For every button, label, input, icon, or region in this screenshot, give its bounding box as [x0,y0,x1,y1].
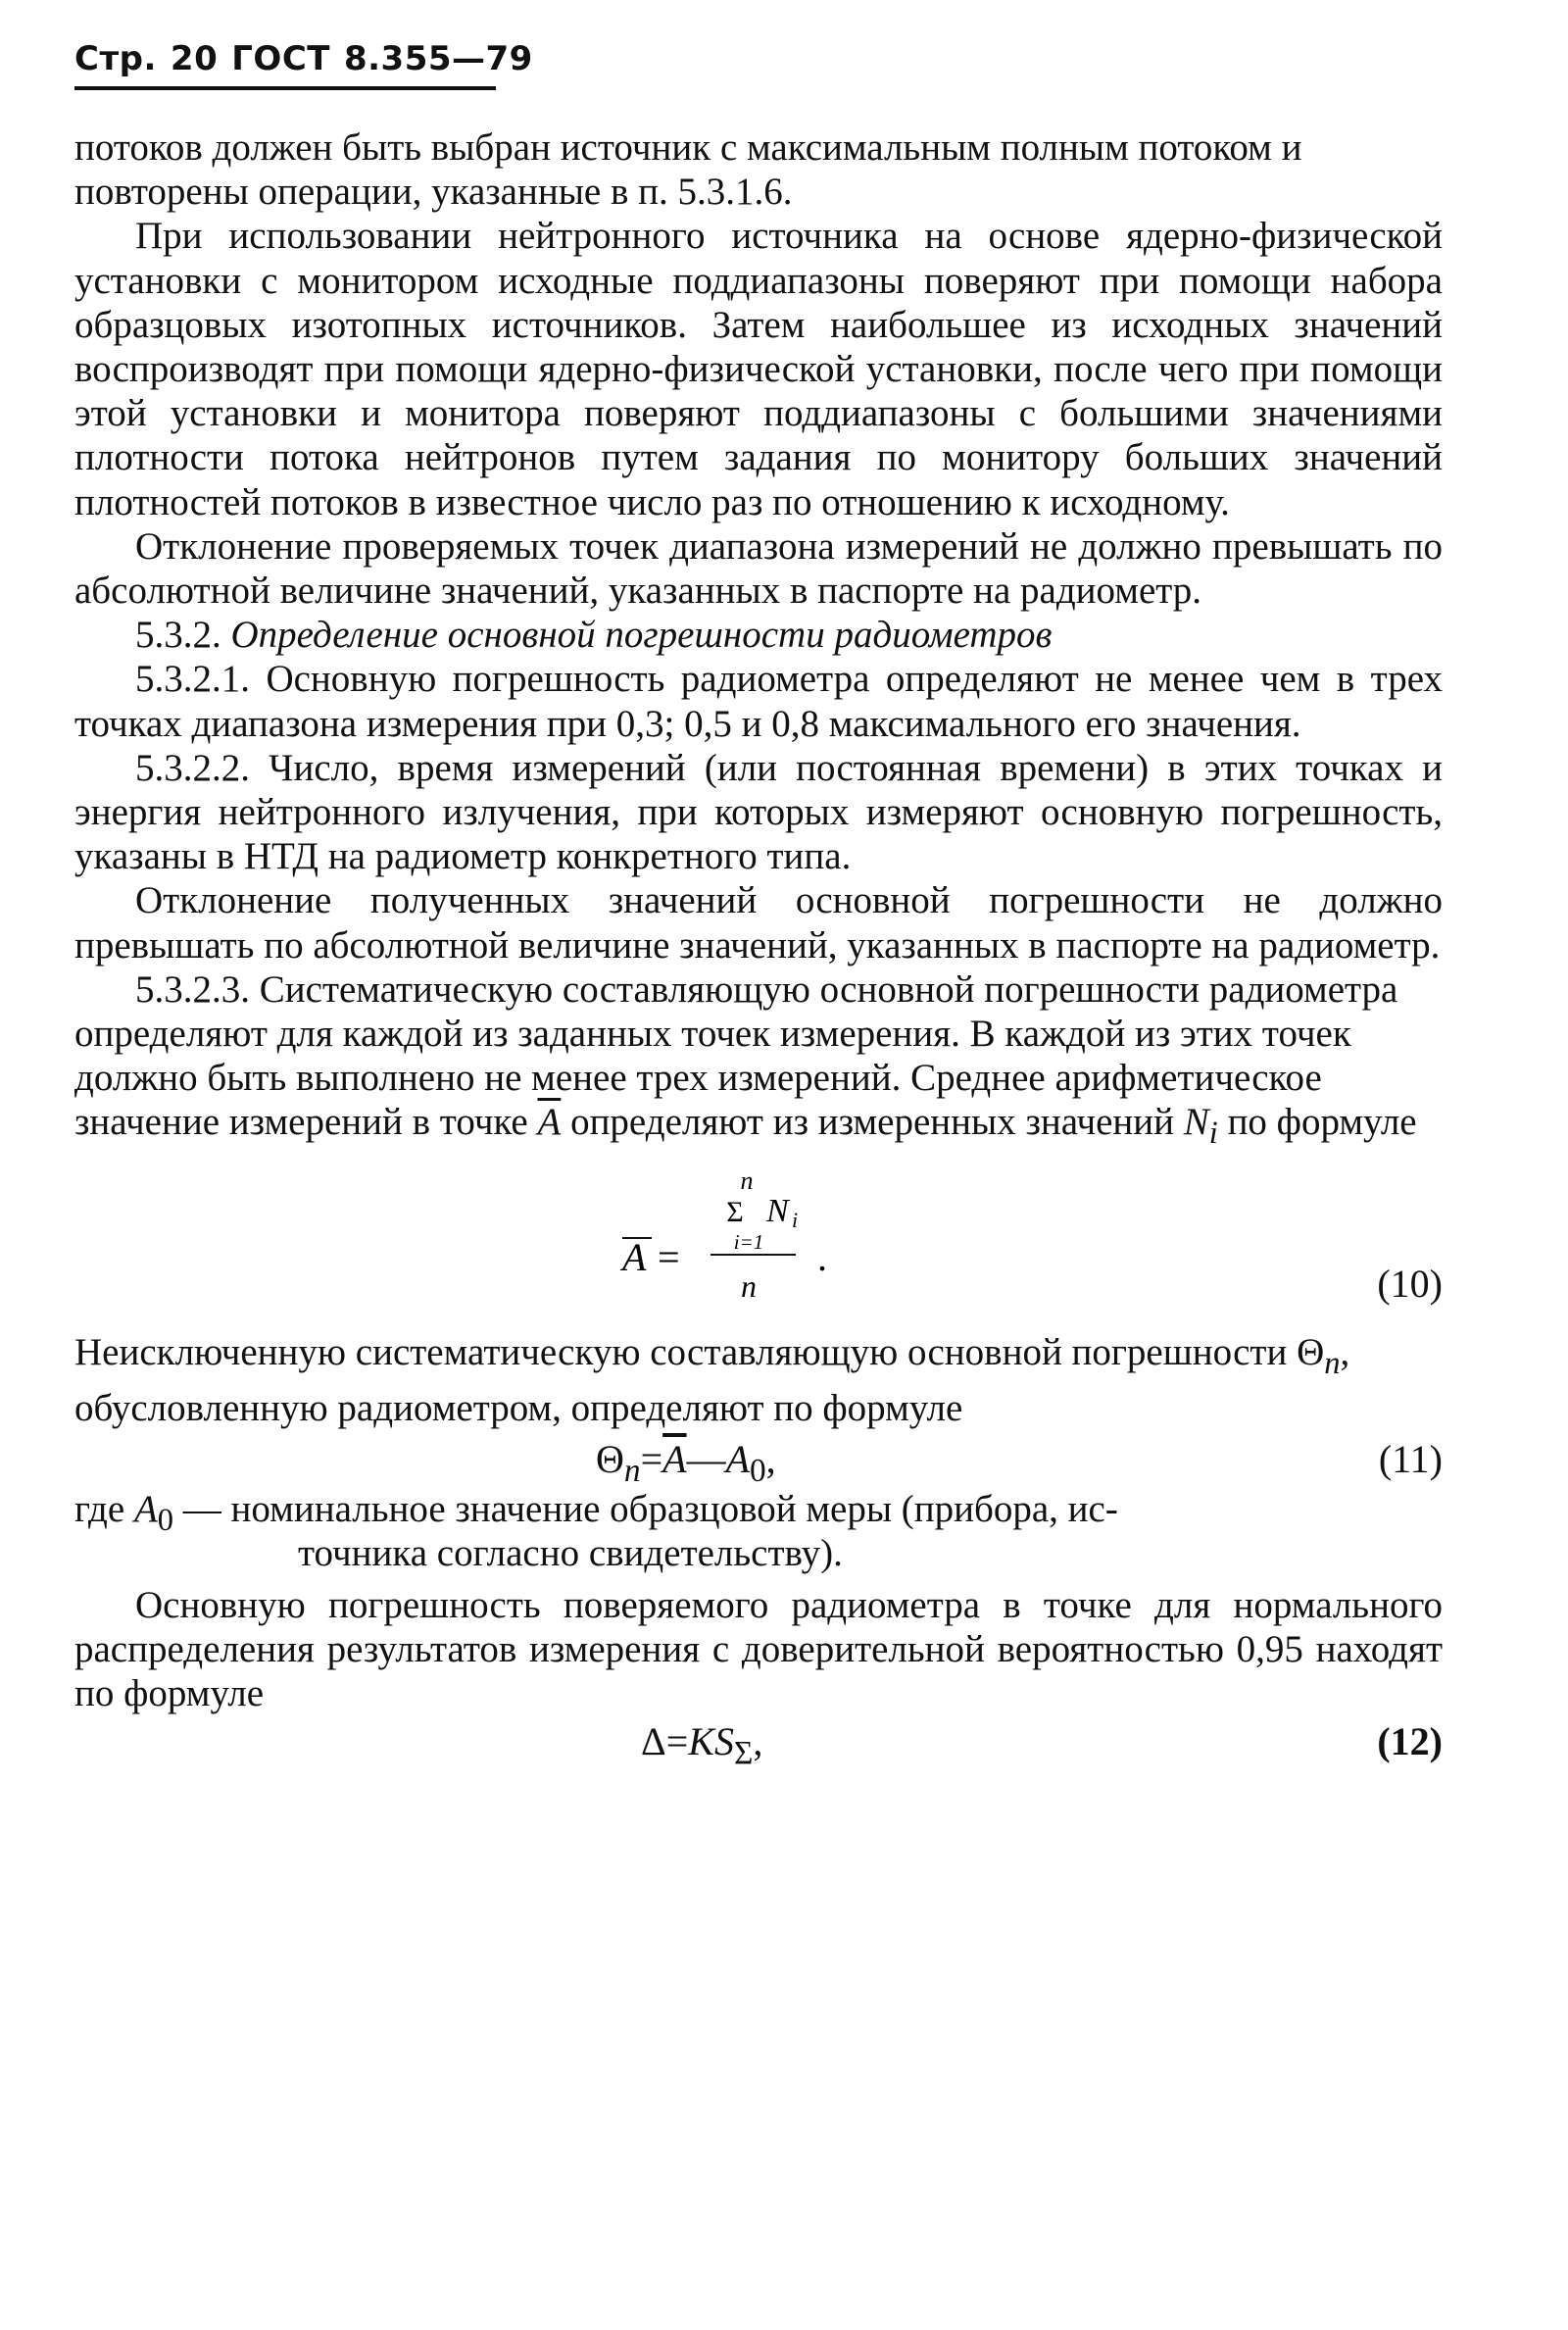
paragraph-10: Основную погрешность поверяемого радиометра в точке для нормального распределения результатов измерения с доверительной вероятностью 0,95 находят по формуле [74,1583,1443,1715]
symbol-theta-n [1297,1331,1341,1382]
formula-10-lhs: A [622,1235,647,1280]
body-text [74,125,1443,1772]
symbol-theta: Θ [1297,1331,1325,1374]
page-number: 20 [170,39,219,78]
formula-11-number: (11) [1378,1436,1443,1481]
section-number: 5.3.2. [135,614,221,657]
equals-sign: = [658,1235,680,1280]
paragraph-3: Отклонение проверяемых точек диапазона измерений не должно превышать по абсолютной величине значений, указанных в паспорте на радиометр. [74,524,1443,613]
formula-11-trail: , [765,1436,776,1481]
where-label: где [74,1487,125,1530]
symbol-n-i [1183,1101,1218,1152]
formula-11-expression [596,1437,776,1493]
paragraph-1: потоков должен быть выбран источник с максимальным полным потоком и повторены операции, указанные в п. 5.3.1.6. [74,126,1302,214]
section-heading [74,613,1443,657]
formula-11-lhs-sub: n [623,1452,641,1489]
formula-12-eq: = [665,1719,689,1764]
formula-10-expression [618,1156,854,1330]
formula-11-lhs: Θ [596,1436,624,1481]
paragraph-6: 5.3.2.2. Число, время измерений (или постоянная времени) в этих точках и энергия нейтронного излучения, при которых измеряют основную погрешность, указаны в НТД на радиометр конкретного типа. [74,746,1443,878]
paragraph-8 [74,967,1443,1157]
sum-top-limit: n [740,1166,754,1196]
formula-12-trail: , [753,1719,763,1764]
formula-11-a0-sub: 0 [750,1452,766,1489]
formula-12-expression [641,1719,762,1775]
sum-variable: N [766,1193,789,1230]
paragraph-9-start: Неисключенную систематическую составляющую основной погрешности [74,1331,1288,1374]
formula-11-minus: — [686,1436,726,1481]
sum-bottom-limit: i=1 [733,1230,764,1255]
formula-12-lhs: Δ [641,1719,666,1764]
header-rule [74,86,496,90]
symbol-n: N [1183,1101,1209,1144]
standard-name: ГОСТ [231,39,330,78]
where-symbol: A [133,1487,158,1530]
page-header [74,39,533,90]
section-title: Определение основной погрешности радиометров [230,614,1053,657]
standard-code: 8.355—79 [343,39,533,78]
formula-12-s: S [713,1719,734,1764]
where-line-2: точника согласно свидетельству). [298,1531,843,1574]
sum-sign: Σ [726,1196,744,1229]
formula-11 [74,1436,1443,1489]
where-symbol-sub: 0 [157,1502,174,1538]
running-head [74,39,533,78]
where-definition: — номинальное значение образцовой меры (прибора, ис- [182,1487,1118,1530]
page-label: Стр. [74,39,157,78]
symbol-n-sub: i [1208,1115,1218,1152]
formula-10-trail: . [817,1235,827,1280]
formula-11-a0: A [725,1436,750,1481]
paragraph-8-text: 5.3.2.3. Систематическую составляющую основной погрешности радиометра определяют для каждой из заданных точек измерения. В каждой из этих точек должно быть выполнено не менее трех измерений. Среднее арифметическое значение измерений в точке [74,967,1398,1144]
paragraph-8-end: по формуле [1227,1101,1417,1144]
denominator: n [741,1268,757,1305]
formula-11-a: $\overline{A}$ [662,1436,687,1481]
paragraph-8-mid: определяют из измеренных значений [570,1101,1175,1144]
formula-12-number: (12) [1377,1719,1443,1764]
paragraph-9-end: , обусловленную радиометром, определяют по формуле [74,1331,1350,1430]
paragraph-7: Отклонение полученных значений основной погрешности не должно превышать по абсолютной величине значений, указанных в паспорте на радиометр. [74,879,1443,967]
formula-12-k: K [688,1719,714,1764]
where-clause [74,1487,1443,1575]
formula-12 [74,1719,1443,1772]
symbol-theta-sub: n [1324,1346,1341,1382]
paragraph-2: При использовании нейтронного источника на основе ядерно-физической установки с монитором исходные поддиапазоны поверяют при помощи набора образцовых изотопных источников. Затем наибольшее из исходных значений воспроизводят при помощи ядерно-физической установки, после чего при помощи этой установки и монитора поверяют поддиапазоны с большими значениями плотности потока нейтронов путем задания по монитору больших значений плотностей потоков в известное число раз по отношению к исходному. [74,215,1443,523]
paragraph-5: 5.3.2.1. Основную погрешность радиометра определяют не менее чем в трех точках диапазона измерения при 0,3; 0,5 и 0,8 максимального его значения. [74,658,1443,745]
formula-12-s-sub: Σ [733,1735,754,1772]
sum-variable-sub: i [792,1208,799,1233]
symbol-a-mean: $\overline{A}$ [537,1101,562,1144]
paragraph-9 [74,1330,1443,1430]
formula-11-eq: = [640,1436,663,1481]
formula-10 [74,1156,1443,1330]
formula-10-number: (10) [1377,1262,1443,1307]
